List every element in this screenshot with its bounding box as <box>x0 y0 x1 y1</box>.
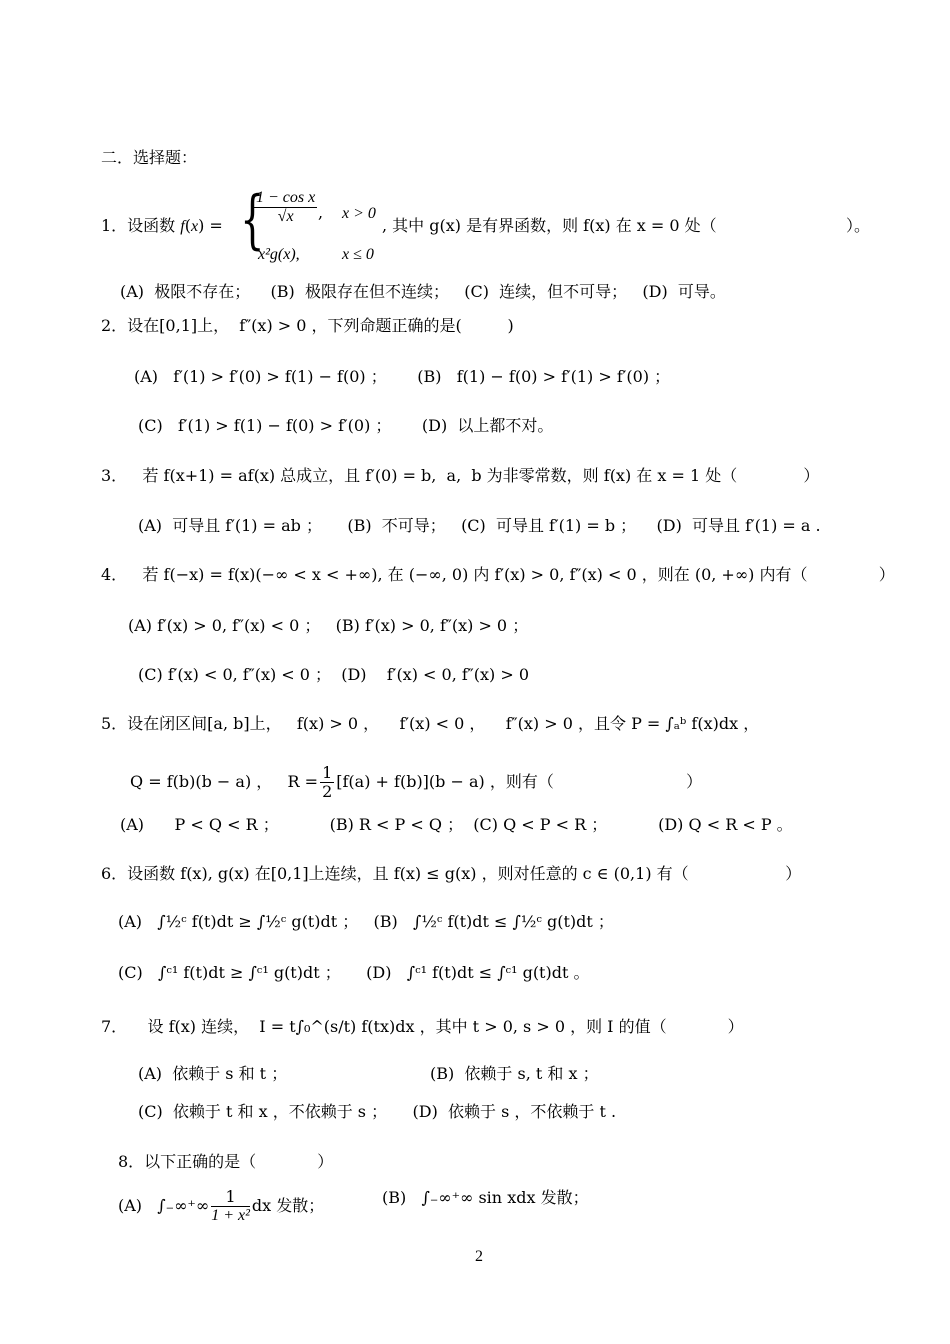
q7-option-a: (A) 依赖于 s 和 t ； <box>138 1064 288 1083</box>
q1-prefix: 1．设函数 f(x) = <box>101 216 223 235</box>
q5-line2: Q = f(b)(b − a) ， R = $\frac{1}{2}$ [f(a) + f(b)](b − a) ，则有（ ） <box>130 763 703 801</box>
page-number: 2 <box>475 1248 483 1265</box>
q7-option-b: (B) 依赖于 s, t 和 x ； <box>430 1064 599 1083</box>
q4-options-ab: (A) f′(x) > 0, f″(x) < 0 ； (B) f′(x) > 0, f″(x) > 0 ； <box>128 616 529 635</box>
q2-options-ab: (A) f′(1) > f′(0) > f(1) − f(0) ； (B) f(1) − f(0) > f′(1) > f′(0) ； <box>134 367 671 386</box>
q5-stem: 5．设在闭区间[a, b]上， f(x) > 0 ， f′(x) < 0 ， f″(x) > 0 ，且令 P = ∫ₐᵇ f(x)dx ， <box>101 714 760 733</box>
q2-options-cd: (C) f′(1) > f(1) − f(0) > f′(0) ； (D) 以上都不对。 <box>138 416 554 435</box>
piecewise-brace: { <box>240 183 265 257</box>
q7-options-cd: (C) 依赖于 t 和 x ，不依赖于 s ； (D) 依赖于 s ，不依赖于 t . <box>138 1102 617 1121</box>
section-heading: 二．选择题： <box>101 148 198 167</box>
q1-piece1-cond: x > 0 <box>342 205 376 222</box>
q5-options: (A) P < Q < R ； (B) R < P < Q ； (C) Q < P < R ； (D) Q < R < P 。 <box>120 815 793 834</box>
q8-stem: 8．以下正确的是（ ） <box>118 1152 334 1171</box>
q8-option-a: (A) ∫₋∞⁺∞ $\frac{1}{\text{1 + x²}}$ dx 发散； <box>118 1187 325 1224</box>
q1-close: ）。 <box>846 216 871 235</box>
q3-stem: 3． 若 f(x+1) = af(x) 总成立，且 f′(0) = b, a, b 为非零常数，则 f(x) 在 x = 1 处（ ） <box>101 466 820 485</box>
q2-stem: 2．设在[0,1]上， f″(x) > 0 ，下列命题正确的是( ) <box>101 316 514 335</box>
q4-options-cd: (C) f′(x) < 0, f″(x) < 0 ； (D) f′(x) < 0, f″(x) > 0 <box>138 665 530 684</box>
q7-stem: 7． 设 f(x) 连续， I = t∫₀^(s/t) f(tx)dx ，其中 t > 0, s > 0 ，则 I 的值（ ） <box>101 1017 744 1036</box>
q1-options: (A) 极限不存在； (B) 极限存在但不连续； (C) 连续，但不可导； (D) 可导。 <box>120 282 726 301</box>
q6-stem: 6．设函数 f(x), g(x) 在[0,1]上连续，且 f(x) ≤ g(x) ，则对任意的 c ∈ (0,1) 有（ ） <box>101 864 802 883</box>
q6-options-cd: (C) ∫ᶜ¹ f(t)dt ≥ ∫ᶜ¹ g(t)dt ； (D) ∫ᶜ¹ f(t)dt ≤ ∫ᶜ¹ g(t)dt 。 <box>118 963 590 982</box>
q3-options: (A) 可导且 f′(1) = ab ； (B) 不可导； (C) 可导且 f′(1) = b ； (D) 可导且 f′(1) = a . <box>138 516 821 535</box>
q4-stem: 4． 若 f(−x) = f(x)(−∞ < x < +∞), 在 (−∞, 0) 内 f′(x) > 0, f″(x) < 0 ，则在 (0, +∞) 内有（ ） <box>101 565 895 584</box>
q1-suffix: , 其中 g(x) 是有界函数，则 f(x) 在 x = 0 处（ <box>382 216 717 235</box>
q8-option-b: (B) ∫₋∞⁺∞ sin xdx 发散； <box>382 1188 589 1207</box>
q1-piece2-cond: x ≤ 0 <box>342 246 374 263</box>
q1-piece1: $\frac{\text{1 − cos x}}{√x}$ <box>256 189 316 225</box>
q1-piece2: x²g(x), <box>258 246 300 263</box>
q6-options-ab: (A) ∫½ᶜ f(t)dt ≥ ∫½ᶜ g(t)dt ； (B) ∫½ᶜ f(t)dt ≤ ∫½ᶜ g(t)dt ； <box>118 912 614 931</box>
